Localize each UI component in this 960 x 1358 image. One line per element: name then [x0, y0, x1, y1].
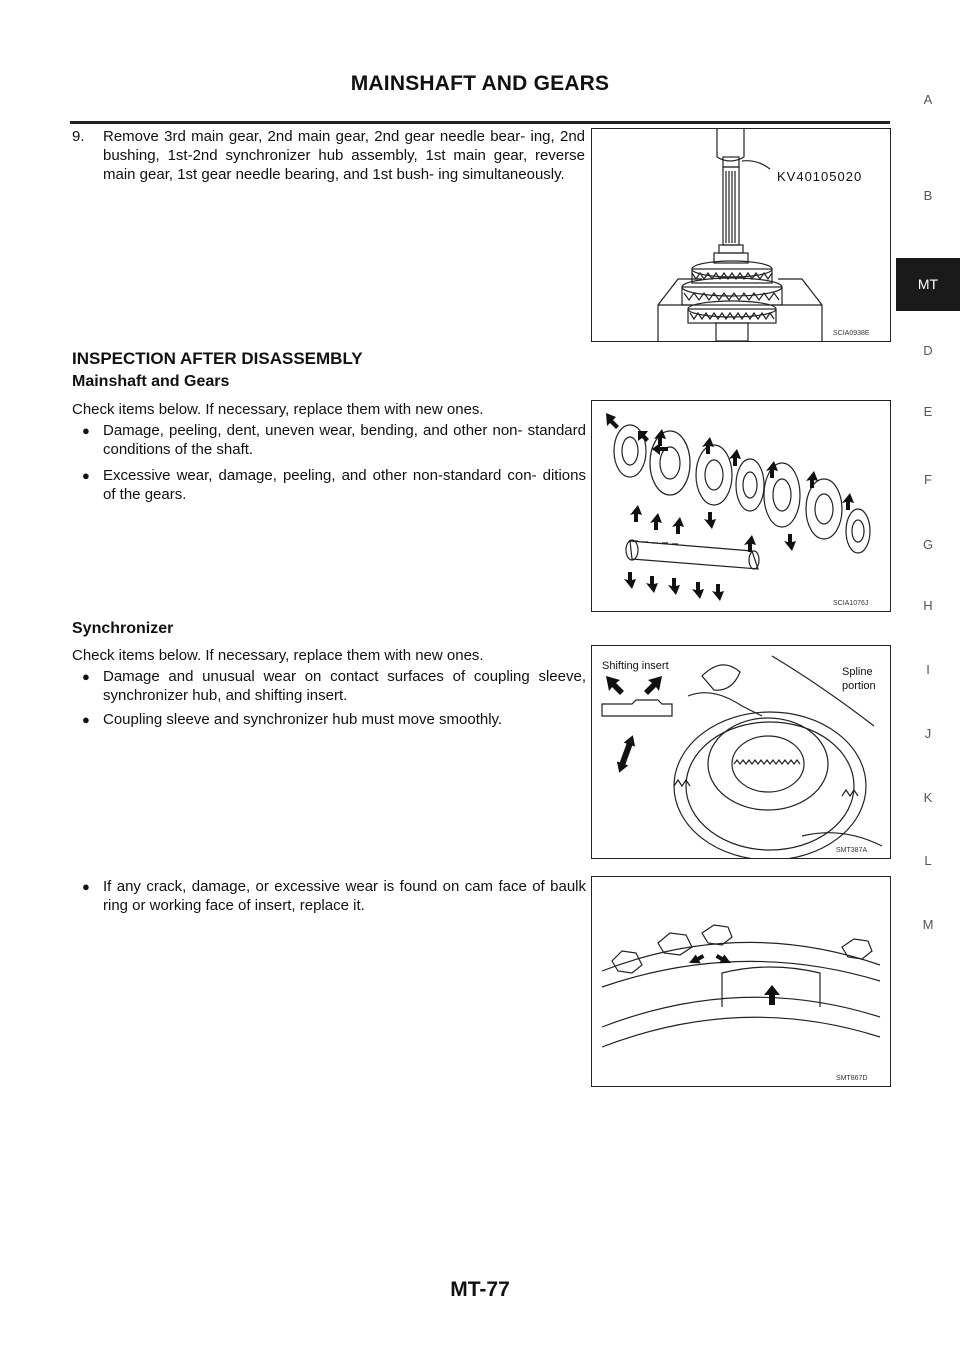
- figure-id: SMT867D: [836, 1075, 868, 1082]
- figure-id: SCIA1076J: [833, 600, 869, 607]
- subheading-synchronizer: Synchronizer: [72, 620, 174, 637]
- label-portion: portion: [842, 680, 876, 692]
- mainshaft-press-illustration: [592, 129, 890, 341]
- label-spline: Spline: [842, 666, 873, 678]
- bullet-text: If any crack, damage, or excessive wear is found on cam face of baulk ring or working face of insert, replace it.: [103, 878, 586, 914]
- bullet-text: Damage and unusual wear on contact surfaces of coupling sleeve, synchronizer hub, and shifting insert.: [103, 668, 586, 704]
- synchronizer-bullet-2: [82, 710, 586, 729]
- tab-h[interactable]: H: [923, 598, 933, 613]
- tab-j[interactable]: J: [924, 726, 932, 741]
- bullet-icon: ●: [82, 669, 90, 684]
- header-rule: [70, 121, 890, 124]
- page-number: MT-77: [450, 1278, 510, 1301]
- tab-g[interactable]: G: [922, 537, 934, 552]
- tab-i[interactable]: I: [926, 662, 930, 677]
- synchronizer-intro: Check items below. If necessary, replace them with new ones.: [72, 647, 484, 664]
- tab-e[interactable]: E: [923, 404, 933, 419]
- figure-mainshaft-press: [591, 128, 891, 342]
- bullet-text: Damage, peeling, dent, uneven wear, bending, and other non- standard conditions of the shaft.: [103, 422, 586, 458]
- mainshaft-bullet-1: [82, 421, 586, 459]
- synchronizer-bullet-1: [82, 667, 586, 705]
- figure-id: SMT387A: [836, 847, 868, 854]
- figure-baulk-ring: [591, 876, 891, 1087]
- bullet-icon: ●: [82, 468, 90, 483]
- tab-f[interactable]: F: [924, 472, 932, 487]
- page-title: MAINSHAFT AND GEARS: [350, 72, 610, 95]
- bullet-text: Coupling sleeve and synchronizer hub must move smoothly.: [103, 711, 503, 728]
- bullet-icon: ●: [82, 712, 90, 727]
- gears-exploded-illustration: [592, 401, 890, 611]
- baulk-ring-illustration: [592, 877, 890, 1086]
- synchronizer-bullet-3: [82, 877, 586, 915]
- figure-id: SCIA0938E: [833, 330, 870, 337]
- tab-d[interactable]: D: [923, 343, 933, 358]
- step-number: 9.: [72, 128, 85, 145]
- bullet-icon: ●: [82, 423, 90, 438]
- bullet-text: Excessive wear, damage, peeling, and other non-standard con- ditions of the gears.: [103, 467, 586, 503]
- section-heading-inspection: INSPECTION AFTER DISASSEMBLY: [72, 349, 363, 368]
- label-shifting-insert: Shifting insert: [602, 660, 669, 672]
- tab-b[interactable]: B: [923, 188, 933, 203]
- figure-gears-exploded: [591, 400, 891, 612]
- bullet-icon: ●: [82, 879, 90, 894]
- tab-a[interactable]: A: [923, 92, 933, 107]
- mainshaft-bullet-2: [82, 466, 586, 504]
- tab-mt[interactable]: MT: [896, 258, 960, 311]
- mainshaft-intro: Check items below. If necessary, replace them with new ones.: [72, 401, 484, 418]
- tab-k[interactable]: K: [923, 790, 933, 805]
- subheading-mainshaft-and-gears: Mainshaft and Gears: [72, 373, 230, 390]
- figure-synchronizer: [591, 645, 891, 859]
- tab-l[interactable]: L: [924, 853, 932, 868]
- step-9-text: Remove 3rd main gear, 2nd main gear, 2nd gear needle bear- ing, 2nd bushing, 1st-2nd synchronizer hub assembly, 1st main gear, reverse main gear, 1st gear needle bearing, and 1st bush- ing simultaneously.: [103, 128, 585, 183]
- tool-number-label: KV40105020: [777, 169, 863, 184]
- tab-m[interactable]: M: [922, 917, 934, 932]
